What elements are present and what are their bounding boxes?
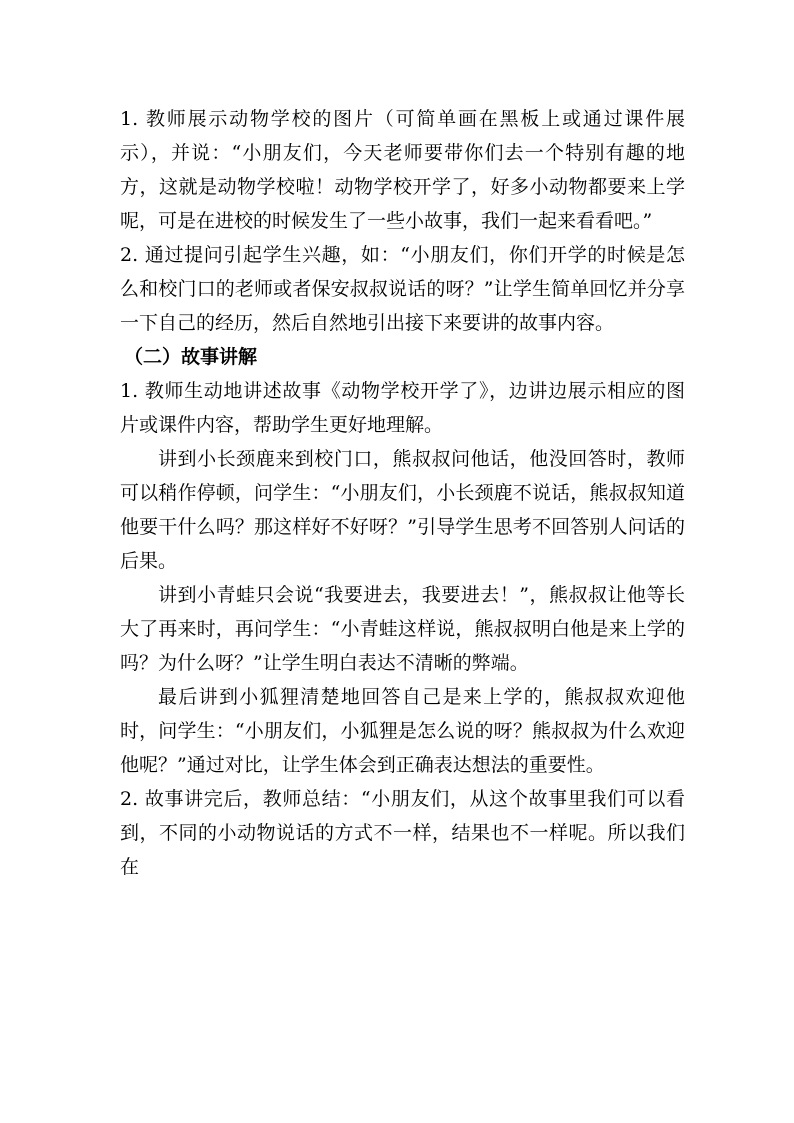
paragraph-story-step-1: 1. 教师生动地讲述故事《动物学校开学了》，边讲边展示相应的图片或课件内容，帮助学生更好地理解。 bbox=[120, 380, 685, 436]
document-body bbox=[120, 102, 685, 884]
paragraph-intro-step-1: 1. 教师展示动物学校的图片（可简单画在黑板上或通过课件展示），并说：“小朋友们，今天老师要带你们去一个特别有趣的地方，这就是动物学校啦！动物学校开学了，好多小动物都要来上学呢，可是在进校的时候发生了一些小故事，我们一起来看看吧。” bbox=[120, 108, 685, 232]
paragraph-frog: 讲到小青蛙只会说“我要进去，我要进去！”，熊叔叔让他等长大了再来时，再问学生：“小青蛙这样说，熊叔叔明白他是来上学的吗？为什么呀？”让学生明白表达不清晰的弊端。 bbox=[120, 584, 685, 674]
paragraph-story-step-2: 2. 故事讲完后，教师总结：“小朋友们，从这个故事里我们可以看到，不同的小动物说话的方式不一样，结果也不一样呢。所以我们在 bbox=[120, 788, 685, 878]
paragraph-intro-step-2: 2. 通过提问引起学生兴趣，如：“小朋友们，你们开学的时候是怎么和校门口的老师或者保安叔叔说话的呀？”让学生简单回忆并分享一下自己的经历，然后自然地引出接下来要讲的故事内容。 bbox=[120, 244, 685, 334]
paragraph-giraffe: 讲到小长颈鹿来到校门口，熊叔叔问他话，他没回答时，教师可以稍作停顿，问学生：“小朋友们，小长颈鹿不说话，熊叔叔知道他要干什么吗？那这样好不好呀？”引导学生思考不回答别人问话的后果。 bbox=[120, 448, 685, 572]
paragraph-fox: 最后讲到小狐狸清楚地回答自己是来上学的，熊叔叔欢迎他时，问学生：“小朋友们，小狐狸是怎么说的呀？熊叔叔为什么欢迎他呢？”通过对比，让学生体会到正确表达想法的重要性。 bbox=[120, 686, 685, 776]
section-heading-story: （二）故事讲解 bbox=[124, 346, 258, 368]
